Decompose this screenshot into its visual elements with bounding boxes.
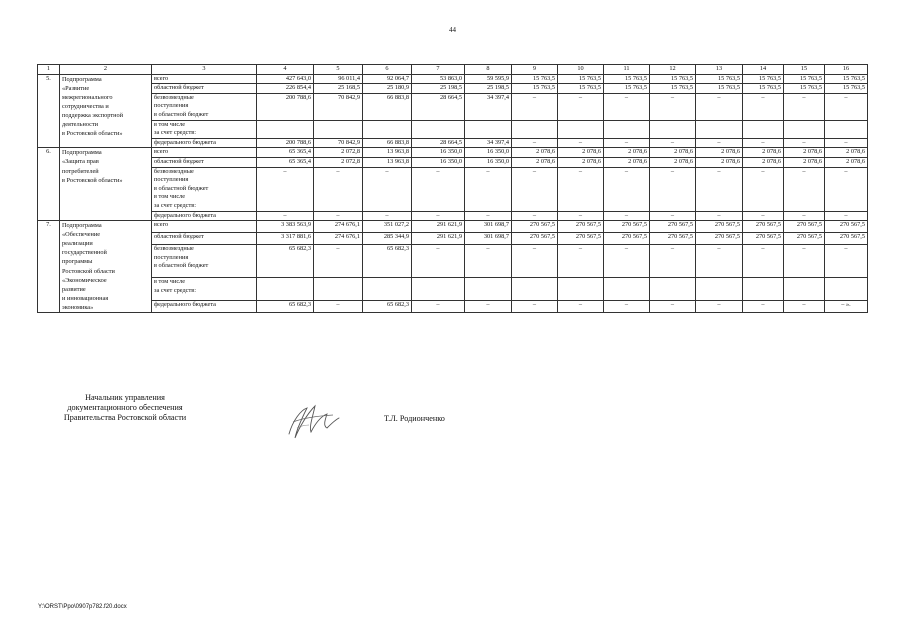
value-cell: 274 676,1 bbox=[314, 221, 363, 233]
value-cell: – bbox=[512, 138, 558, 148]
value-cell bbox=[784, 278, 825, 301]
value-cell: – bbox=[604, 301, 650, 313]
program-title bbox=[60, 74, 152, 148]
value-cell: – bbox=[512, 93, 558, 120]
value-cell: 270 567,5 bbox=[558, 233, 604, 245]
value-cell: – bbox=[314, 245, 363, 278]
value-cell: – bbox=[512, 211, 558, 221]
funding-source-line: поступления bbox=[154, 253, 189, 261]
value-cell: – bbox=[650, 211, 696, 221]
value-cell: 15 763,5 bbox=[825, 74, 868, 84]
value-cell bbox=[784, 120, 825, 138]
table-row bbox=[38, 84, 868, 94]
value-cell: 270 567,5 bbox=[743, 233, 784, 245]
value-cell: – bbox=[604, 211, 650, 221]
header-cell: 3 bbox=[152, 65, 257, 75]
value-cell: – bbox=[784, 93, 825, 120]
value-cell: – bbox=[825, 138, 868, 148]
value-cell: 2 078,6 bbox=[558, 148, 604, 158]
value-cell: – bbox=[512, 167, 558, 211]
value-cell: 2 078,6 bbox=[604, 148, 650, 158]
value-cell: – bbox=[604, 245, 650, 278]
value-cell: 70 842,9 bbox=[314, 138, 363, 148]
value-cell: 270 567,5 bbox=[825, 233, 868, 245]
value-cell: – bbox=[412, 211, 465, 221]
funding-source: областной бюджет bbox=[152, 233, 257, 245]
value-cell: 291 621,9 bbox=[412, 221, 465, 233]
table-row bbox=[38, 148, 868, 158]
table-row bbox=[38, 245, 868, 278]
header-cell: 8 bbox=[465, 65, 512, 75]
program-title bbox=[60, 221, 152, 313]
value-cell: 3 383 563,9 bbox=[257, 221, 314, 233]
value-cell bbox=[604, 278, 650, 301]
value-cell: – bbox=[363, 167, 412, 211]
program-title-line: в Ростовской области» bbox=[62, 130, 123, 138]
value-cell: – bbox=[650, 93, 696, 120]
value-cell: 34 397,4 bbox=[465, 93, 512, 120]
value-cell: 15 763,5 bbox=[696, 84, 743, 94]
value-cell: – bbox=[743, 211, 784, 221]
value-cell: 2 078,6 bbox=[604, 157, 650, 167]
program-title-line: государственной bbox=[62, 249, 107, 257]
value-cell bbox=[257, 120, 314, 138]
value-cell: 2 078,6 bbox=[696, 157, 743, 167]
value-cell: – bbox=[825, 93, 868, 120]
value-cell: – bbox=[412, 245, 465, 278]
value-cell: 270 567,5 bbox=[558, 221, 604, 233]
value-cell: – bbox=[465, 301, 512, 313]
header-cell: 13 bbox=[696, 65, 743, 75]
value-cell: 15 763,5 bbox=[825, 84, 868, 94]
value-cell: – bbox=[314, 211, 363, 221]
value-cell: 65 682,3 bbox=[257, 301, 314, 313]
program-title-line: развитие bbox=[62, 285, 86, 293]
value-cell: – bbox=[558, 301, 604, 313]
table-row bbox=[38, 221, 868, 233]
value-cell bbox=[412, 120, 465, 138]
value-cell: 25 168,5 bbox=[314, 84, 363, 94]
value-cell: 15 763,5 bbox=[604, 84, 650, 94]
value-cell: 92 064,7 bbox=[363, 74, 412, 84]
value-cell: – bbox=[650, 245, 696, 278]
value-cell: – bbox=[696, 138, 743, 148]
value-cell: 274 676,1 bbox=[314, 233, 363, 245]
funding-source-line: за счет средств: bbox=[154, 129, 196, 137]
value-cell: 2 078,6 bbox=[825, 157, 868, 167]
value-cell: 96 011,4 bbox=[314, 74, 363, 84]
value-cell: – bbox=[604, 138, 650, 148]
funding-source bbox=[152, 120, 257, 138]
funding-source: всего bbox=[152, 74, 257, 84]
value-cell: 2 078,6 bbox=[696, 148, 743, 158]
value-cell: – bbox=[558, 93, 604, 120]
program-title-line: «Обеспечение bbox=[62, 231, 101, 239]
table-row bbox=[38, 211, 868, 221]
value-cell bbox=[604, 120, 650, 138]
value-cell: – bbox=[825, 211, 868, 221]
value-cell: – bbox=[784, 301, 825, 313]
value-cell: 25 198,5 bbox=[412, 84, 465, 94]
value-cell: 65 682,3 bbox=[257, 245, 314, 278]
value-cell: – bbox=[314, 301, 363, 313]
value-cell: 65 365,4 bbox=[257, 148, 314, 158]
value-cell: 15 763,5 bbox=[558, 74, 604, 84]
value-cell: 2 078,6 bbox=[743, 157, 784, 167]
funding-source-line: в том числе bbox=[154, 120, 186, 128]
value-cell: 2 078,6 bbox=[512, 157, 558, 167]
value-cell bbox=[696, 278, 743, 301]
funding-source-line: за счет средств: bbox=[154, 201, 196, 209]
program-index: 6. bbox=[38, 148, 60, 221]
value-cell: 427 643,0 bbox=[257, 74, 314, 84]
value-cell: 285 344,9 bbox=[363, 233, 412, 245]
signature-title-line: Начальник управления bbox=[85, 393, 165, 402]
value-cell: 270 567,5 bbox=[650, 233, 696, 245]
value-cell: 65 682,3 bbox=[363, 245, 412, 278]
value-cell bbox=[512, 278, 558, 301]
value-cell: 200 788,6 bbox=[257, 93, 314, 120]
program-title-line: в Ростовской области» bbox=[62, 176, 123, 184]
program-title-line: межрегионального bbox=[62, 93, 113, 101]
program-title-line: программы bbox=[62, 258, 93, 266]
program-title-line: потребителей bbox=[62, 167, 99, 175]
funding-source-line: безвозмездные bbox=[154, 245, 194, 252]
value-cell: 53 863,0 bbox=[412, 74, 465, 84]
signer-name: Т.Л. Родионченко bbox=[384, 414, 445, 423]
program-title-line: поддержка экспортной bbox=[62, 111, 123, 119]
value-cell: – bbox=[696, 301, 743, 313]
header-cell: 4 bbox=[257, 65, 314, 75]
program-title-line: Подпрограмма bbox=[62, 149, 102, 157]
value-cell: 2 078,6 bbox=[784, 148, 825, 158]
value-cell: 200 788,6 bbox=[257, 138, 314, 148]
header-cell: 9 bbox=[512, 65, 558, 75]
funding-source: всего bbox=[152, 148, 257, 158]
value-cell: 15 763,5 bbox=[696, 74, 743, 84]
signature-title-line: Правительства Ростовской области bbox=[63, 413, 187, 422]
funding-source: федерального бюджета bbox=[152, 301, 257, 313]
value-cell: – bbox=[743, 93, 784, 120]
funding-source-line: в областной бюджет bbox=[154, 110, 209, 118]
value-cell bbox=[696, 120, 743, 138]
budget-table bbox=[37, 64, 868, 313]
header-cell: 12 bbox=[650, 65, 696, 75]
funding-source: федерального бюджета bbox=[152, 138, 257, 148]
value-cell: – bbox=[784, 245, 825, 278]
value-cell bbox=[465, 278, 512, 301]
value-cell: 15 763,5 bbox=[650, 74, 696, 84]
program-title-line: и инновационная bbox=[62, 294, 109, 302]
value-cell: 3 317 881,6 bbox=[257, 233, 314, 245]
value-cell: 65 365,4 bbox=[257, 157, 314, 167]
value-cell: – bbox=[743, 138, 784, 148]
value-cell bbox=[743, 278, 784, 301]
value-cell: – bbox=[784, 138, 825, 148]
table-row bbox=[38, 301, 868, 313]
value-cell bbox=[558, 120, 604, 138]
funding-source: всего bbox=[152, 221, 257, 233]
program-title-line: реализации bbox=[62, 240, 93, 248]
value-cell: 2 072,8 bbox=[314, 157, 363, 167]
program-title-line: деятельности bbox=[62, 121, 99, 129]
value-cell: – bbox=[825, 245, 868, 278]
value-cell: 270 567,5 bbox=[604, 233, 650, 245]
value-cell: – ». bbox=[825, 301, 868, 313]
value-cell: – bbox=[825, 167, 868, 211]
value-cell: – bbox=[314, 167, 363, 211]
value-cell: 25 198,5 bbox=[465, 84, 512, 94]
value-cell: 270 567,5 bbox=[784, 221, 825, 233]
value-cell: – bbox=[743, 245, 784, 278]
value-cell bbox=[825, 120, 868, 138]
value-cell: 226 854,4 bbox=[257, 84, 314, 94]
value-cell: – bbox=[558, 138, 604, 148]
funding-source bbox=[152, 93, 257, 120]
program-title-line: Подпрограмма bbox=[62, 75, 102, 83]
program-title-line: экономика» bbox=[62, 303, 94, 311]
header-cell: 11 bbox=[604, 65, 650, 75]
funding-source-line: безвозмездные bbox=[154, 167, 194, 175]
value-cell: 25 180,9 bbox=[363, 84, 412, 94]
value-cell: – bbox=[650, 138, 696, 148]
page-number: 44 bbox=[449, 26, 456, 34]
value-cell: – bbox=[412, 301, 465, 313]
value-cell: 2 078,6 bbox=[650, 157, 696, 167]
header-cell: 16 bbox=[825, 65, 868, 75]
program-title-line: Ростовской области bbox=[62, 267, 115, 275]
value-cell: 15 763,5 bbox=[743, 84, 784, 94]
funding-source: областной бюджет bbox=[152, 157, 257, 167]
value-cell: 15 763,5 bbox=[784, 74, 825, 84]
table-row bbox=[38, 74, 868, 84]
table-row bbox=[38, 93, 868, 120]
value-cell: – bbox=[696, 211, 743, 221]
value-cell: 270 567,5 bbox=[825, 221, 868, 233]
value-cell: – bbox=[743, 301, 784, 313]
value-cell: – bbox=[512, 245, 558, 278]
funding-source bbox=[152, 245, 257, 278]
value-cell: 2 072,8 bbox=[314, 148, 363, 158]
funding-source-line: в областной бюджет bbox=[154, 184, 209, 192]
value-cell: 2 078,6 bbox=[825, 148, 868, 158]
value-cell bbox=[465, 120, 512, 138]
value-cell: 66 883,8 bbox=[363, 93, 412, 120]
value-cell: 270 567,5 bbox=[696, 221, 743, 233]
value-cell: 270 567,5 bbox=[512, 233, 558, 245]
signature-title-line: документационного обеспечения bbox=[67, 403, 183, 412]
value-cell: 2 078,6 bbox=[743, 148, 784, 158]
funding-source: федерального бюджета bbox=[152, 211, 257, 221]
value-cell: – bbox=[743, 167, 784, 211]
value-cell: 291 621,9 bbox=[412, 233, 465, 245]
value-cell: 351 027,2 bbox=[363, 221, 412, 233]
value-cell: 16 350,0 bbox=[412, 157, 465, 167]
program-title-line: «Защита прав bbox=[62, 158, 99, 166]
value-cell bbox=[314, 278, 363, 301]
header-cell: 6 bbox=[363, 65, 412, 75]
program-title-line: «Развитие bbox=[62, 84, 90, 92]
value-cell bbox=[257, 278, 314, 301]
program-index: 7. bbox=[38, 221, 60, 313]
table-row bbox=[38, 233, 868, 245]
funding-source-line: поступления bbox=[154, 176, 189, 184]
header-cell: 7 bbox=[412, 65, 465, 75]
table-body bbox=[38, 65, 868, 313]
value-cell: – bbox=[512, 301, 558, 313]
funding-source bbox=[152, 167, 257, 211]
value-cell: 270 567,5 bbox=[696, 233, 743, 245]
table-row bbox=[38, 278, 868, 301]
header-cell: 5 bbox=[314, 65, 363, 75]
value-cell: 13 963,8 bbox=[363, 148, 412, 158]
value-cell: 15 763,5 bbox=[512, 84, 558, 94]
value-cell: 65 682,3 bbox=[363, 301, 412, 313]
value-cell: – bbox=[604, 93, 650, 120]
value-cell: 70 842,9 bbox=[314, 93, 363, 120]
value-cell: 15 763,5 bbox=[512, 74, 558, 84]
value-cell: 15 763,5 bbox=[743, 74, 784, 84]
value-cell: 16 350,0 bbox=[412, 148, 465, 158]
value-cell bbox=[558, 278, 604, 301]
value-cell: 28 664,5 bbox=[412, 93, 465, 120]
value-cell: – bbox=[257, 211, 314, 221]
value-cell: 2 078,6 bbox=[784, 157, 825, 167]
program-title-line: Подпрограмма bbox=[62, 222, 102, 230]
program-index: 5. bbox=[38, 74, 60, 148]
value-cell bbox=[363, 120, 412, 138]
value-cell: 270 567,5 bbox=[604, 221, 650, 233]
value-cell: 2 078,6 bbox=[512, 148, 558, 158]
table-row bbox=[38, 120, 868, 138]
value-cell: – bbox=[784, 167, 825, 211]
funding-source-line: за счет средств: bbox=[154, 286, 196, 294]
program-title-line: «Экономическое bbox=[62, 276, 107, 284]
value-cell bbox=[743, 120, 784, 138]
value-cell: – bbox=[558, 211, 604, 221]
value-cell bbox=[825, 278, 868, 301]
value-cell: – bbox=[465, 167, 512, 211]
value-cell: – bbox=[412, 167, 465, 211]
header-cell: 1 bbox=[38, 65, 60, 75]
value-cell: – bbox=[465, 211, 512, 221]
value-cell: – bbox=[257, 167, 314, 211]
table-row bbox=[38, 157, 868, 167]
value-cell: 15 763,5 bbox=[558, 84, 604, 94]
value-cell: 301 698,7 bbox=[465, 221, 512, 233]
value-cell: 59 595,9 bbox=[465, 74, 512, 84]
value-cell: 15 763,5 bbox=[650, 84, 696, 94]
funding-source: областной бюджет bbox=[152, 84, 257, 94]
header-cell: 10 bbox=[558, 65, 604, 75]
value-cell: 13 963,8 bbox=[363, 157, 412, 167]
value-cell: – bbox=[650, 301, 696, 313]
value-cell: 16 350,0 bbox=[465, 157, 512, 167]
funding-source-line: в том числе bbox=[154, 193, 186, 201]
value-cell: – bbox=[696, 93, 743, 120]
value-cell bbox=[650, 120, 696, 138]
funding-source-line: безвозмездные bbox=[154, 93, 194, 101]
funding-source bbox=[152, 278, 257, 301]
value-cell: – bbox=[784, 211, 825, 221]
value-cell: – bbox=[650, 167, 696, 211]
header-cell: 14 bbox=[743, 65, 784, 75]
value-cell: 15 763,5 bbox=[604, 74, 650, 84]
program-title-line: сотрудничества и bbox=[62, 102, 109, 110]
signature-title bbox=[30, 393, 220, 423]
header-cell: 2 bbox=[60, 65, 152, 75]
value-cell: 28 664,5 bbox=[412, 138, 465, 148]
header-cell: 15 bbox=[784, 65, 825, 75]
value-cell: 301 698,7 bbox=[465, 233, 512, 245]
value-cell: 16 350,0 bbox=[465, 148, 512, 158]
value-cell: – bbox=[696, 245, 743, 278]
funding-source-line: в областной бюджет bbox=[154, 262, 209, 270]
funding-source-line: в том числе bbox=[154, 278, 186, 286]
file-path: Y:\ORST\Ppo\0907p782.f20.docx bbox=[38, 604, 127, 610]
value-cell: – bbox=[558, 167, 604, 211]
value-cell: 270 567,5 bbox=[650, 221, 696, 233]
funding-source-line: поступления bbox=[154, 102, 189, 110]
value-cell: 34 397,4 bbox=[465, 138, 512, 148]
value-cell: 66 883,8 bbox=[363, 138, 412, 148]
program-title bbox=[60, 148, 152, 221]
value-cell bbox=[512, 120, 558, 138]
value-cell: 2 078,6 bbox=[650, 148, 696, 158]
table-row bbox=[38, 138, 868, 148]
table-header-row bbox=[38, 65, 868, 75]
value-cell: – bbox=[696, 167, 743, 211]
value-cell: 15 763,5 bbox=[784, 84, 825, 94]
value-cell: – bbox=[604, 167, 650, 211]
value-cell bbox=[650, 278, 696, 301]
value-cell bbox=[314, 120, 363, 138]
value-cell: 270 567,5 bbox=[743, 221, 784, 233]
value-cell: – bbox=[465, 245, 512, 278]
value-cell bbox=[363, 278, 412, 301]
value-cell: 270 567,5 bbox=[784, 233, 825, 245]
value-cell: 2 078,6 bbox=[558, 157, 604, 167]
value-cell: – bbox=[363, 211, 412, 221]
value-cell: – bbox=[558, 245, 604, 278]
table-row bbox=[38, 167, 868, 211]
value-cell bbox=[412, 278, 465, 301]
handwritten-signature bbox=[283, 398, 343, 442]
value-cell: 270 567,5 bbox=[512, 221, 558, 233]
